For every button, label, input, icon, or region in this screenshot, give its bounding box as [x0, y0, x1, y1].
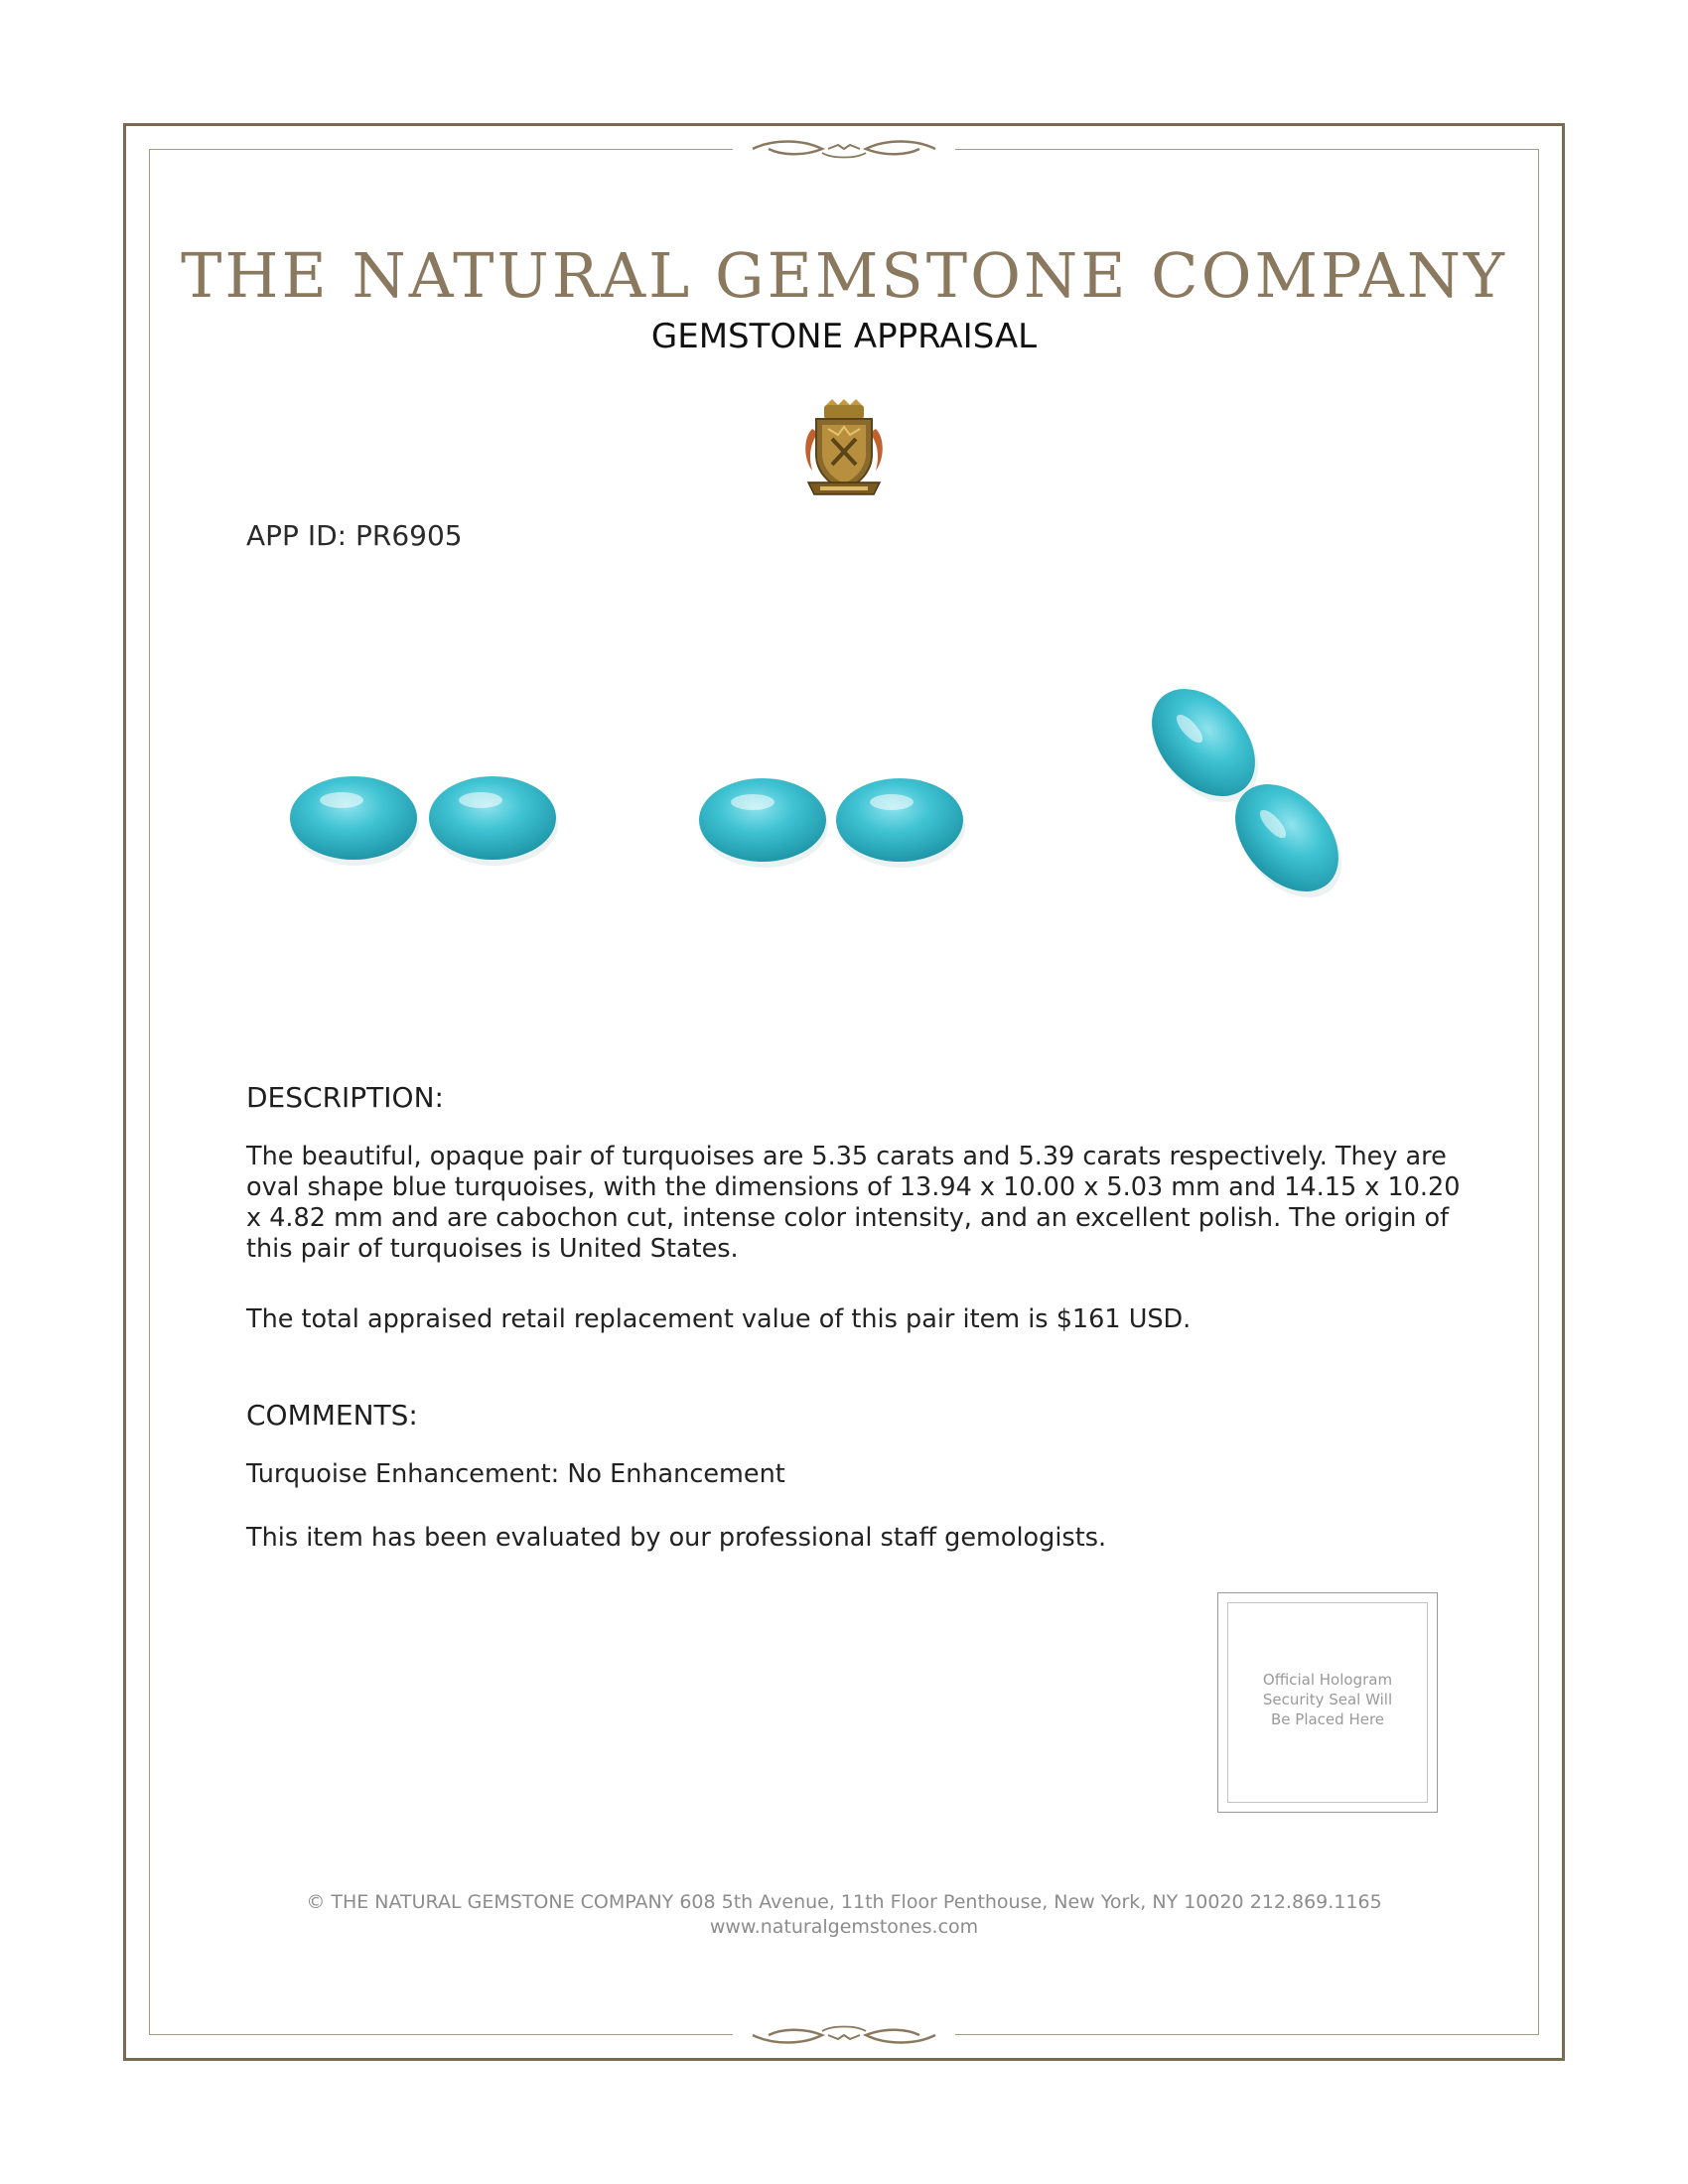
hologram-seal-text: Official Hologram Security Seal Will Be Placed Here [1262, 1671, 1393, 1728]
gemstone-photo-diagonal [1060, 619, 1436, 995]
gemstone-photo-angled [653, 619, 1029, 995]
document-title: GEMSTONE APPRAISAL [650, 317, 1038, 356]
gemstone-photo-front [246, 619, 622, 995]
evaluation-text: This item has been evaluated by our professional staff gemologists. [246, 1523, 1107, 1553]
description-heading: DESCRIPTION: [246, 1081, 444, 1114]
footer-address: © THE NATURAL GEMSTONE COMPANY 608 5th Avenue, 11th Floor Penthouse, New York, NY 10020 212.869.1165 [306, 1891, 1382, 1913]
appraisal-id: APP ID: PR6905 [246, 519, 463, 552]
bottom-flourish-ornament [733, 2023, 955, 2047]
description-text: The beautiful, opaque pair of turquoises are 5.35 carats and 5.39 carats respectively. They are oval shape blue turquoises, with the dimensions of 13.94 x 10.00 x 5.03 mm and 14.15 x 10.20 x 4.82 mm and are cabochon cut, intense color intensity, and an excellent polish. The origin of this pair of turquoises is United States. [246, 1142, 1461, 1264]
company-name: THE NATURAL GEMSTONE COMPANY [181, 239, 1507, 312]
comments-heading: COMMENTS: [246, 1399, 418, 1432]
enhancement-text: Turquoise Enhancement: No Enhancement [246, 1459, 785, 1489]
top-flourish-ornament [733, 137, 955, 161]
appraised-value-text: The total appraised retail replacement value of this pair item is $161 USD. [246, 1304, 1192, 1334]
company-crest-logo [798, 399, 890, 498]
footer-website-link[interactable]: www.naturalgemstones.com [709, 1916, 979, 1938]
